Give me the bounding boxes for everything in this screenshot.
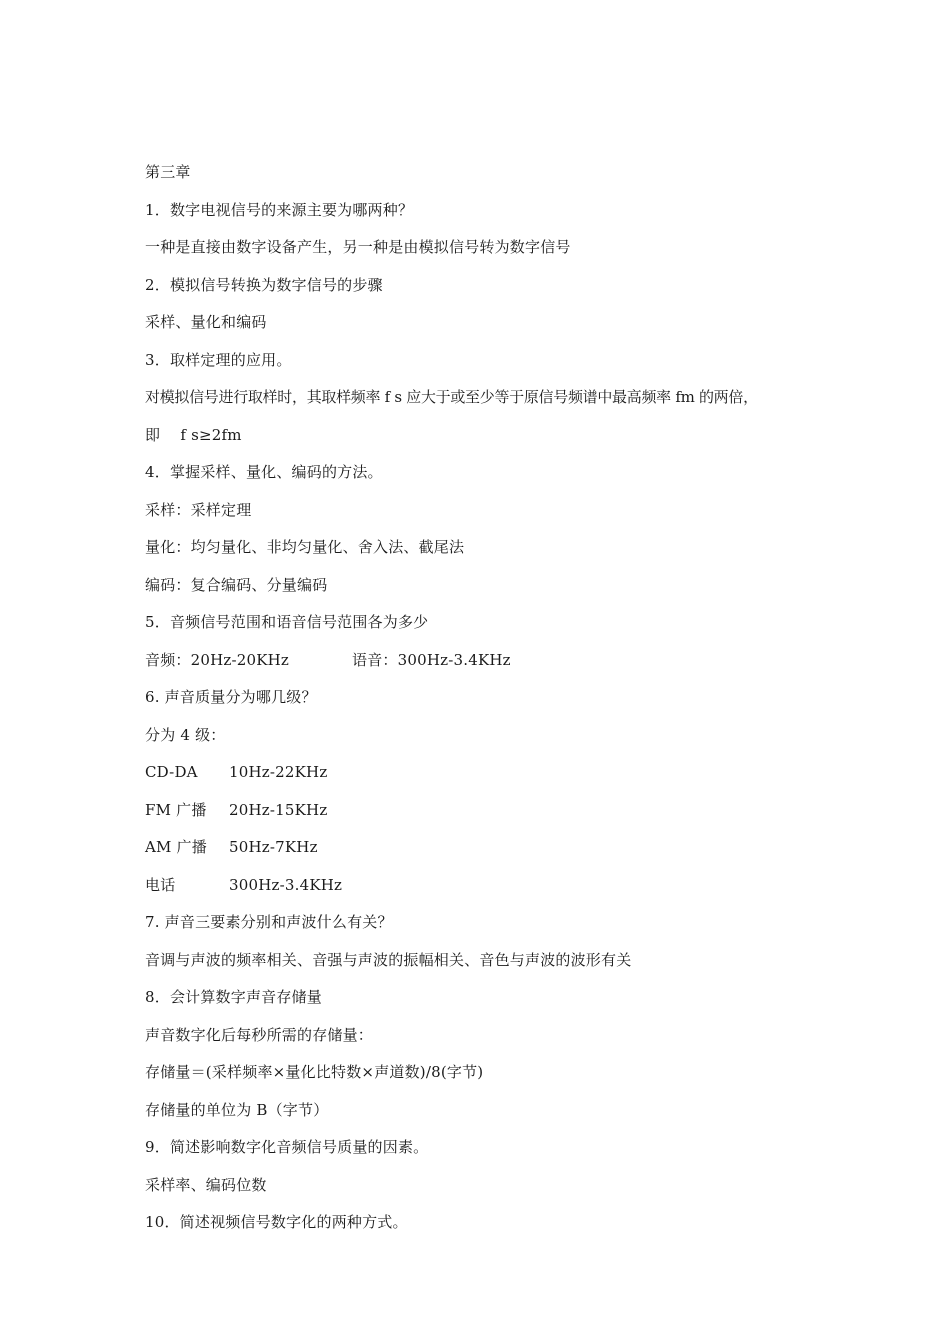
answer-8-unit: 存储量的单位为 B（字节） <box>145 1100 329 1119</box>
answer-4-encoding: 编码：复合编码、分量编码 <box>145 575 328 594</box>
question-9: 9．简述影响数字化音频信号质量的因素。 <box>145 1138 429 1156</box>
chapter-title: 第三章 <box>145 163 191 181</box>
answer-7: 音调与声波的频率相关、音强与声波的振幅相关、音色与声波的波形有关 <box>145 950 632 969</box>
answer-8-formula: 存储量＝(采样频率×量化比特数×声道数)/8(字节) <box>145 1063 484 1081</box>
quality-level-name: FM 广播 <box>145 800 207 819</box>
answer-3: 对模拟信号进行取样时，其取样频率 f s 应大于或至少等于原信号频谱中最高频率 fm 的两倍， <box>145 388 758 406</box>
question-5: 5．音频信号范围和语音信号范围各为多少 <box>145 613 429 631</box>
answer-5 <box>145 642 825 680</box>
question-10: 10．简述视频信号数字化的两种方式。 <box>145 1213 408 1231</box>
answer-4-quantization: 量化：均匀量化、非均匀量化、舍入法、截尾法 <box>145 538 465 556</box>
quality-level-row <box>145 867 825 905</box>
answer-1: 一种是直接由数字设备产生，另一种是由模拟信号转为数字信号 <box>145 238 571 256</box>
answer-8-intro: 声音数字化后每秒所需的存储量： <box>145 1025 374 1044</box>
question-7: 7. 声音三要素分别和声波什么有关？ <box>145 913 393 931</box>
quality-level-row <box>145 754 825 792</box>
answer-4-sampling: 采样：采样定理 <box>145 500 252 519</box>
quality-level-range: 20Hz-15KHz <box>229 800 328 819</box>
answer-2: 采样、量化和编码 <box>145 313 267 331</box>
speech-range: 语音：300Hz-3.4KHz <box>352 650 511 669</box>
question-6: 6. 声音质量分为哪几级？ <box>145 688 317 706</box>
quality-level-range: 300Hz-3.4KHz <box>229 875 343 894</box>
quality-level-range: 10Hz-22KHz <box>229 763 328 781</box>
document-page <box>145 154 825 1242</box>
question-4: 4．掌握采样、量化、编码的方法。 <box>145 463 383 481</box>
quality-level-name: AM 广播 <box>145 838 207 856</box>
quality-level-name: CD-DA <box>145 763 198 781</box>
question-1: 1．数字电视信号的来源主要为哪两种？ <box>145 200 414 219</box>
answer-9: 采样率、编码位数 <box>145 1175 267 1194</box>
question-8: 8．会计算数字声音存储量 <box>145 988 322 1006</box>
question-3: 3．取样定理的应用。 <box>145 350 292 369</box>
quality-level-row <box>145 829 825 867</box>
quality-level-range: 50Hz-7KHz <box>229 838 318 856</box>
question-2: 2．模拟信号转换为数字信号的步骤 <box>145 275 383 294</box>
quality-level-row <box>145 792 825 830</box>
quality-level-name: 电话 <box>145 875 176 894</box>
audio-range: 音频：20Hz-20KHz <box>145 650 290 669</box>
answer-3-formula: 即 f s≥2fm <box>145 425 242 444</box>
answer-6-intro: 分为 4 级： <box>145 725 226 744</box>
